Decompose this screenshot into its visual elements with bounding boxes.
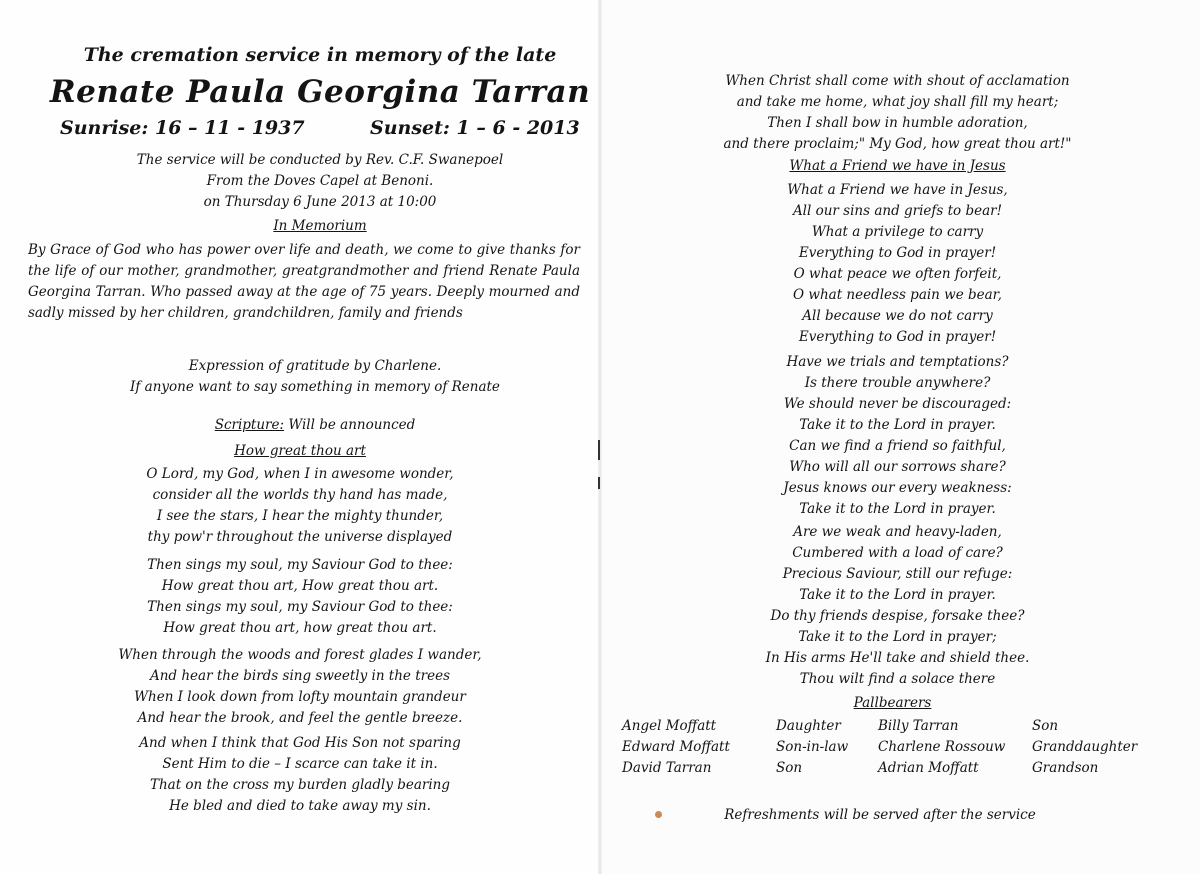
hymn-verse (0, 733, 600, 817)
lyric-line: Have we trials and temptations? (786, 354, 1009, 370)
lyric-line: Everything to God in prayer! (798, 245, 997, 261)
lyric-line: Take it to the Lord in prayer. (799, 417, 996, 433)
service-date: on Thursday 6 June 2013 at 10:00 (203, 194, 437, 210)
lyric-line: Jesus knows our every weakness: (783, 480, 1012, 496)
lyric-line: All because we do not carry (802, 308, 993, 324)
gratitude-section (0, 356, 630, 398)
refreshments-note: Refreshments will be served after the service (724, 807, 1036, 823)
pallbearer-name: Adrian Moffatt (878, 760, 979, 776)
lyric-line: That on the cross my burden gladly bearing (149, 777, 451, 793)
sunrise-date: Sunrise: 16 – 11 - 1937 (60, 117, 305, 139)
hymn-verse (595, 180, 1200, 348)
pallbearer-relation: Granddaughter (1032, 739, 1138, 755)
lyric-line: All our sins and griefs to bear! (792, 203, 1003, 219)
hymn-verse (0, 645, 600, 729)
lyric-line: What a privilege to carry (811, 224, 984, 240)
lyric-line: Then sings my soul, my Saviour God to thee: (147, 599, 453, 615)
service-venue: From the Doves Capel at Benoni. (206, 173, 434, 189)
hymn-verse (595, 71, 1200, 155)
lyric-line: O what peace we often forfeit, (793, 266, 1002, 282)
lyric-line: Thou wilt find a solace there (799, 671, 996, 687)
pallbearer-relation: Son-in-law (776, 739, 849, 755)
memoriam-text: By Grace of God who has power over life and death, we come to give thanks for the life of our mother, grandmother, greatgrandmother and friend Renate Paula Georgina Tarran. Who passed away at the age of 75 years. Deeply mourned and sadly missed by her children, grandchildren, family and friends (28, 242, 580, 321)
program-title: The cremation service in memory of the late (83, 44, 557, 66)
deceased-name: Renate Paula Georgina Tarran (49, 74, 591, 110)
hymn-title: How great thou art (234, 443, 366, 459)
lyric-line: He bled and died to take away my sin. (169, 798, 431, 814)
pallbearer-name: David Tarran (622, 760, 712, 776)
lyric-line: In His arms He'll take and shield thee. (765, 650, 1030, 666)
pallbearer-relation: Son (776, 760, 803, 776)
gratitude-line: If anyone want to say something in memory of Renate (130, 379, 500, 395)
lyric-line: How great thou art, How great thou art. (161, 578, 439, 594)
lyric-line: Is there trouble anywhere? (804, 375, 991, 391)
lyric-line: And hear the brook, and feel the gentle breeze. (137, 710, 463, 726)
lyric-line: And hear the birds sing sweetly in the trees (149, 668, 450, 684)
lyric-line: Take it to the Lord in prayer. (799, 587, 996, 603)
lyric-line: Take it to the Lord in prayer; (798, 629, 997, 645)
sunset-date: Sunset: 1 – 6 - 2013 (370, 117, 580, 139)
lyric-line: Who will all our sorrows share? (789, 459, 1006, 475)
pallbearer-relation: Son (1032, 718, 1059, 734)
lyric-line: Then sings my soul, my Saviour God to thee: (147, 557, 453, 573)
lyric-line: When I look down from lofty mountain grandeur (134, 689, 466, 705)
pallbearer-name: Angel Moffatt (622, 718, 717, 734)
scripture-text: Will be announced (284, 417, 416, 433)
lyric-line: I see the stars, I hear the mighty thunder, (156, 508, 444, 524)
pallbearer-name: Edward Moffatt (622, 739, 730, 755)
lyric-line: Do thy friends despise, forsake thee? (770, 608, 1025, 624)
lyric-line: How great thou art, how great thou art. (163, 620, 437, 636)
lyric-line: When Christ shall come with shout of acclamation (725, 73, 1070, 89)
lyric-line: What a Friend we have in Jesus, (787, 182, 1008, 198)
hymn-title: What a Friend we have in Jesus (789, 158, 1006, 174)
hymn-verse (595, 522, 1200, 690)
lyric-line: Then I shall bow in humble adoration, (767, 115, 1028, 131)
lyric-line: When through the woods and forest glades I wander, (118, 647, 482, 663)
pallbearer-name: Billy Tarran (878, 718, 959, 734)
lyric-line: consider all the worlds thy hand has made, (152, 487, 448, 503)
lyric-line: Are we weak and heavy-laden, (793, 524, 1002, 540)
pallbearer-name: Charlene Rossouw (878, 739, 1006, 755)
lyric-line: Take it to the Lord in prayer. (799, 501, 996, 517)
pallbearers-heading: Pallbearers (853, 695, 932, 711)
lyric-line: And when I think that God His Son not sparing (139, 735, 461, 751)
gratitude-line: Expression of gratitude by Charlene. (188, 358, 442, 374)
scripture-line (0, 417, 630, 433)
pallbearer-relation: Grandson (1032, 760, 1099, 776)
hymn-chorus (0, 555, 600, 639)
lyric-line: and there proclaim;" My God, how great thou art!" (723, 136, 1072, 152)
lyric-line: We should never be discouraged: (783, 396, 1012, 412)
hymn-verse (0, 464, 600, 548)
memoriam-heading: In Memorium (273, 218, 367, 234)
scripture-label: Scripture: (214, 417, 285, 433)
lyric-line: Sent Him to die – I scarce can take it in. (162, 756, 438, 772)
lyric-line: O Lord, my God, when I in awesome wonder, (146, 466, 454, 482)
pallbearer-relation: Daughter (776, 718, 841, 734)
lyric-line: and take me home, what joy shall fill my heart; (736, 94, 1059, 110)
lyric-line: Everything to God in prayer! (798, 329, 997, 345)
hymn-verse (595, 352, 1200, 520)
lyric-line: Precious Saviour, still our refuge: (782, 566, 1013, 582)
service-officiant: The service will be conducted by Rev. C.F. Swanepoel (136, 152, 504, 168)
lyric-line: thy pow'r throughout the universe displayed (147, 529, 453, 545)
service-details (0, 150, 640, 213)
lyric-line: Can we find a friend so faithful, (789, 438, 1006, 454)
lyric-line: O what needless pain we bear, (793, 287, 1002, 303)
lyric-line: Cumbered with a load of care? (792, 545, 1003, 561)
